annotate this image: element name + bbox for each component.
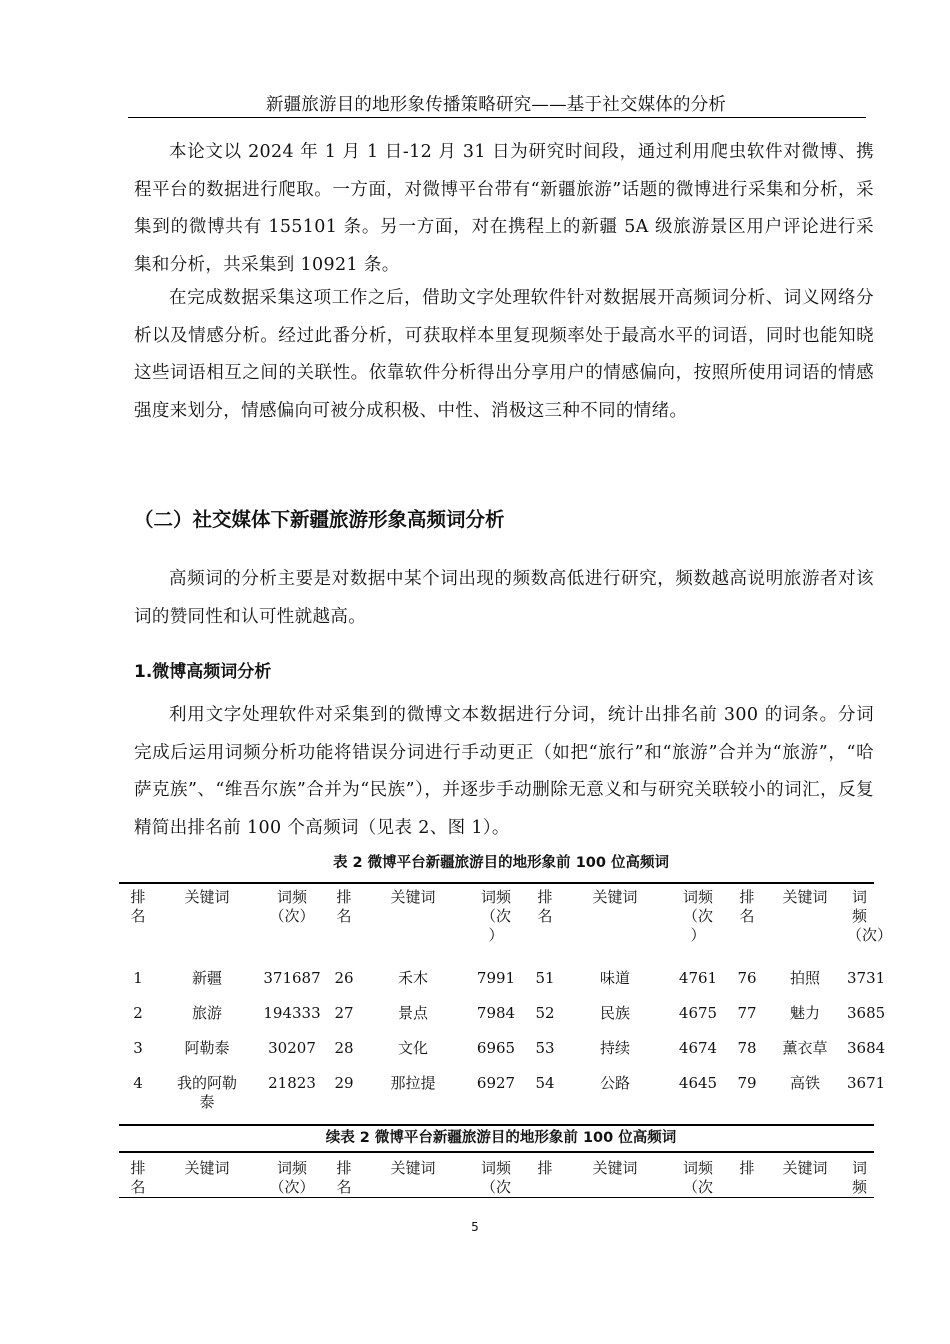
table-cell: 景点 [397,1004,428,1022]
table-cell: 魅力 [789,1004,820,1022]
table-cell: 28 [334,1039,354,1057]
table2-header-cell: 词频 （次） [269,1159,315,1196]
table-row [119,1000,874,1035]
table-cell: 27 [334,1004,354,1022]
table-cell: 拍照 [789,969,820,987]
table1-header-cell: 词频 （次 ） [682,888,713,944]
table1-header-cell: 词频 （次） [269,888,315,925]
table1-header-cell: 关键词 [390,888,436,906]
table-cell: 禾木 [397,969,428,987]
table-cell: 7991 [476,969,516,987]
table-cell: 味道 [599,969,630,987]
table-cell: 3684 [847,1039,886,1057]
table-cell: 3 [133,1039,143,1057]
paragraph-high-frequency-intro: 高频词的分析主要是对数据中某个词出现的频数高低进行研究，频数越高说明旅游者对该词的赞同性和认可性就越高。 [134,569,874,627]
table-cell: 194333 [263,1004,321,1022]
table-cell: 78 [737,1039,757,1057]
table-cell: 高铁 [789,1074,820,1092]
table-row [119,965,874,1000]
page-number: 5 [471,1220,479,1234]
table-header-row [119,883,874,965]
paragraph-analysis-method: 在完成数据采集这项工作之后，借助文字处理软件针对数据展开高频词分析、词义网络分析以及情感分析。经过此番分析，可获取样本里复现频率处于最高水平的词语，同时也能知晓这些词语相互之间的关联性。依靠软件分析得出分享用户的情感偏向，按照所使用词语的情感强度来划分，情感偏向可被分成积极、中性、消极这三种不同的情绪。 [134,288,874,421]
high-frequency-table [119,882,893,1126]
table-cell: 53 [535,1039,555,1057]
table-cell: 77 [737,1004,757,1022]
table1-header-cell: 排 名 [336,888,352,925]
table-cell: 4674 [678,1039,718,1057]
table-cell: 阿勒泰 [184,1039,230,1057]
paragraph-segmentation: 利用文字处理软件对采集到的微博文本数据进行分词，统计出排名前 300 的词条。分词完成后运用词频分析功能将错误分词进行手动更正（如把“旅行”和“旅游”合并为“旅游”，“哈萨克族”、“维吾尔族”合并为“民族”），并逐步手动删除无意义和与研究关联较小的词汇，反复精简出排名前 100 个高频词（见表 2、图 1）。 [134,705,874,838]
table-cell: 4675 [678,1004,718,1022]
header-rule [128,117,866,118]
high-frequency-table-continued [119,1151,874,1198]
table1-header-cell: 排 名 [537,888,553,925]
table2-header-cell: 关键词 [782,1159,828,1177]
table1-header-cell: 词频 （次） [847,888,893,944]
table1-header-cell: 关键词 [592,888,638,906]
table1-header-cell: 关键词 [184,888,230,906]
table-cell: 6927 [476,1074,516,1092]
table-row [119,1070,874,1125]
table-cell: 3671 [847,1074,886,1092]
table-cell: 2 [133,1004,143,1022]
table-cell: 4761 [678,969,718,987]
table1-caption: 表 2 微博平台新疆旅游目的地形象前 100 位高频词 [332,855,670,871]
table-cell: 30207 [268,1039,316,1057]
table1-header-cell: 词频 （次 ） [480,888,511,944]
table2-header-cell: 词频 （次 [682,1159,713,1196]
table-cell: 3685 [847,1004,886,1022]
table-cell: 文化 [397,1039,428,1057]
running-header: 新疆旅游目的地形象传播策略研究——基于社交媒体的分析 [265,95,727,115]
table-cell: 51 [535,969,555,987]
table-cell: 持续 [599,1039,630,1057]
table-cell: 公路 [599,1074,630,1092]
table-row [119,1035,874,1070]
table-cell: 54 [535,1074,555,1092]
section-heading: （二）社交媒体下新疆旅游形象高频词分析 [134,508,505,531]
table2-header-cell: 排 名 [336,1159,352,1196]
table2-caption: 续表 2 微博平台新疆旅游目的地形象前 100 位高频词 [325,1130,677,1146]
table-cell: 3731 [847,969,886,987]
table2-header-cell: 排 名 [130,1159,146,1196]
table-cell: 我的阿勒 泰 [176,1074,237,1111]
table-cell: 4645 [678,1074,718,1092]
table-cell: 那拉提 [390,1074,436,1092]
table-cell: 旅游 [191,1004,222,1022]
table1-header-cell: 排 名 [130,888,146,925]
table2-header-cell: 词频 （次 [480,1159,511,1196]
table-cell: 26 [334,969,354,987]
table-cell: 29 [334,1074,354,1092]
table2-header-cell: 关键词 [390,1159,436,1177]
table-cell: 4 [133,1074,143,1092]
table2-header-cell: 关键词 [592,1159,638,1177]
table-cell: 1 [133,969,143,987]
table-cell: 6965 [476,1039,516,1057]
table-cell: 76 [737,969,757,987]
table-cell: 新疆 [191,969,222,987]
table-cell: 民族 [599,1004,630,1022]
table-cell: 52 [535,1004,555,1022]
table2-header-cell: 排 [739,1159,755,1177]
table-cell: 371687 [263,969,321,987]
table-cell: 7984 [476,1004,516,1022]
table2-header-cell: 关键词 [184,1159,230,1177]
table-header-row [119,1152,874,1198]
paragraph-data-collection: 本论文以 2024 年 1 月 1 日-12 月 31 日为研究时间段，通过利用爬虫软件对微博、携程平台的数据进行爬取。一方面，对微博平台带有“新疆旅游”话题的微博进行采集和分析，采集到的微博共有 155101 条。另一方面，对在携程上的新疆 5A 级旅游景区用户评论进行采集和分析，共采集到 10921 条。 [134,142,874,275]
sub-heading-weibo: 1.微博高频词分析 [134,662,272,682]
table2-header-cell: 词频 [851,1159,867,1196]
table1-header-cell: 排 名 [739,888,755,925]
table1-header-cell: 关键词 [782,888,828,906]
table-cell: 21823 [268,1074,316,1092]
table-cell: 薰衣草 [782,1039,828,1057]
table2-header-cell: 排 [537,1159,553,1177]
table-cell: 79 [737,1074,757,1092]
